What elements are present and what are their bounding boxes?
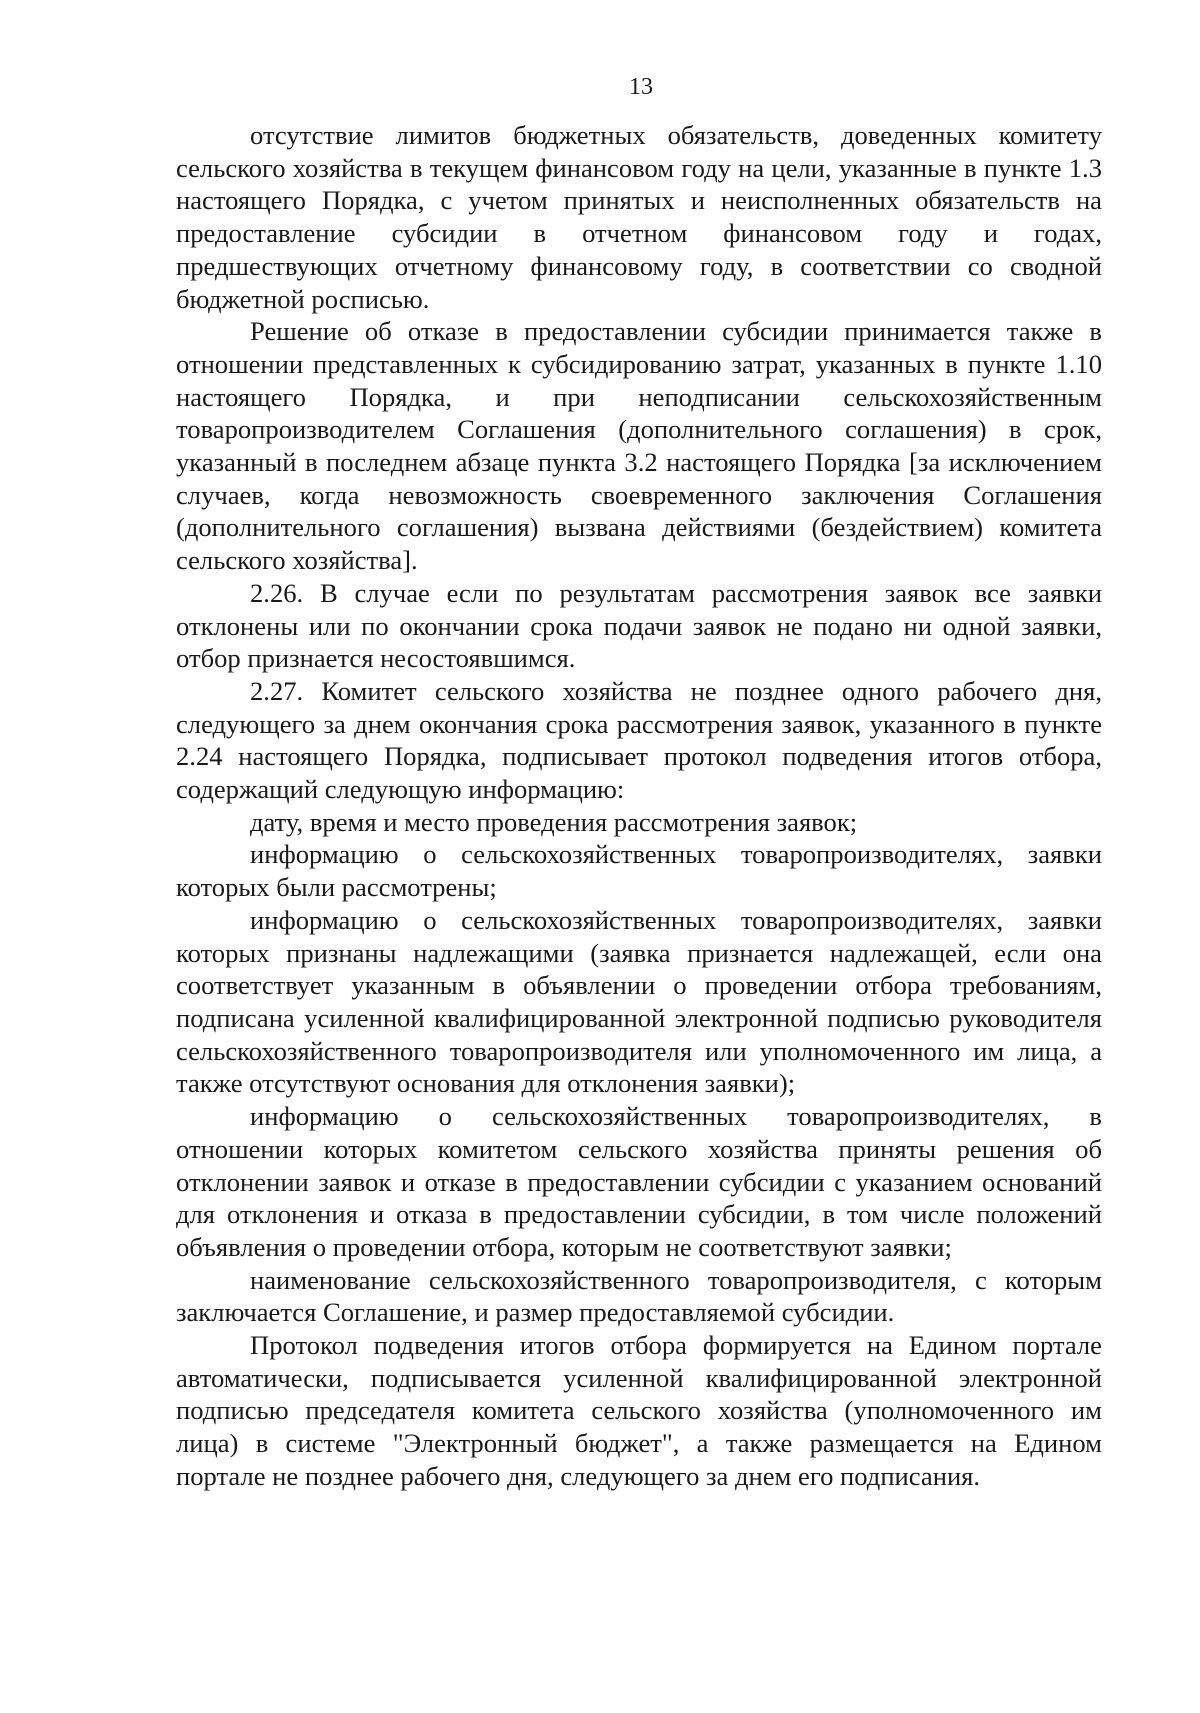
list-item-reviewed-producers: информацию о сельскохозяйственных товаропроизводителях, заявки которых были рассмотрены; (176, 839, 1102, 903)
paragraph-refusal-decision: Решение об отказе в предоставлении субсидии принимается также в отношении представленных к субсидированию затрат, указанных в пункте 1.10 настоящего Порядка, и при неподписании сельскохозяйственным товаропроизводителем Соглашения (дополнительного соглашения) в срок, указанный в последнем абзаце пункта 3.2 настоящего Порядка [за исключением случаев, когда невозможность своевременного заключения Соглашения (дополнительного соглашения) вызвана действиями (бездействием) комитета сельского хозяйства]. (176, 316, 1102, 576)
paragraph-2-26: 2.26. В случае если по результатам рассмотрения заявок все заявки отклонены или по окончании срока подачи заявок не подано ни одной заявки, отбор признается несостоявшимся. (176, 577, 1102, 674)
list-item-proper-applications: информацию о сельскохозяйственных товаропроизводителях, заявки которых признаны надлежащими (заявка признается надлежащей, если она соответствует указанным в объявлении о проведении отбора требованиям, подписана усиленной квалифицированной электронной подписью руководителя сельскохозяйственного товаропроизводителя или уполномоченного им лица, а также отсутствуют основания для отклонения заявки); (176, 904, 1102, 1099)
paragraph-budget-limits: отсутствие лимитов бюджетных обязательств, доведенных комитету сельского хозяйства в текущем финансовом году на цели, указанные в пункте 1.3 настоящего Порядка, с учетом принятых и неисполненных обязательств на предоставление субсидии в отчетном финансовом году и годах, предшествующих отчетному финансовому году, в соответствии со сводной бюджетной росписью. (176, 120, 1102, 314)
page-number: 13 (629, 74, 653, 100)
list-item-date-time-place: дату, время и место проведения рассмотрения заявок; (250, 806, 858, 837)
list-item-agreement-producer: наименование сельскохозяйственного товаропроизводителя, с которым заключается Соглашение, и размер предоставляемой субсидии. (176, 1264, 1102, 1328)
document-body (176, 119, 1102, 1493)
paragraph-2-27: 2.27. Комитет сельского хозяйства не позднее одного рабочего дня, следующего за днем окончания срока рассмотрения заявок, указанного в пункте 2.24 настоящего Порядка, подписывает протокол подведения итогов отбора, содержащий следующую информацию: (176, 675, 1102, 805)
paragraph-protocol-formation: Протокол подведения итогов отбора формируется на Едином портале автоматически, подписывается усиленной квалифицированной электронной подписью председателя комитета сельского хозяйства (уполномоченного им лица) в системе "Электронный бюджет", а также размещается на Едином портале не позднее рабочего дня, следующего за днем его подписания. (176, 1330, 1102, 1491)
list-item-rejected-applications: информацию о сельскохозяйственных товаропроизводителях, в отношении которых комитетом сельского хозяйства приняты решения об отклонении заявок и отказе в предоставлении субсидии с указанием оснований для отклонения и отказа в предоставлении субсидии, в том числе положений объявления о проведении отбора, которым не соответствуют заявки; (176, 1101, 1102, 1262)
